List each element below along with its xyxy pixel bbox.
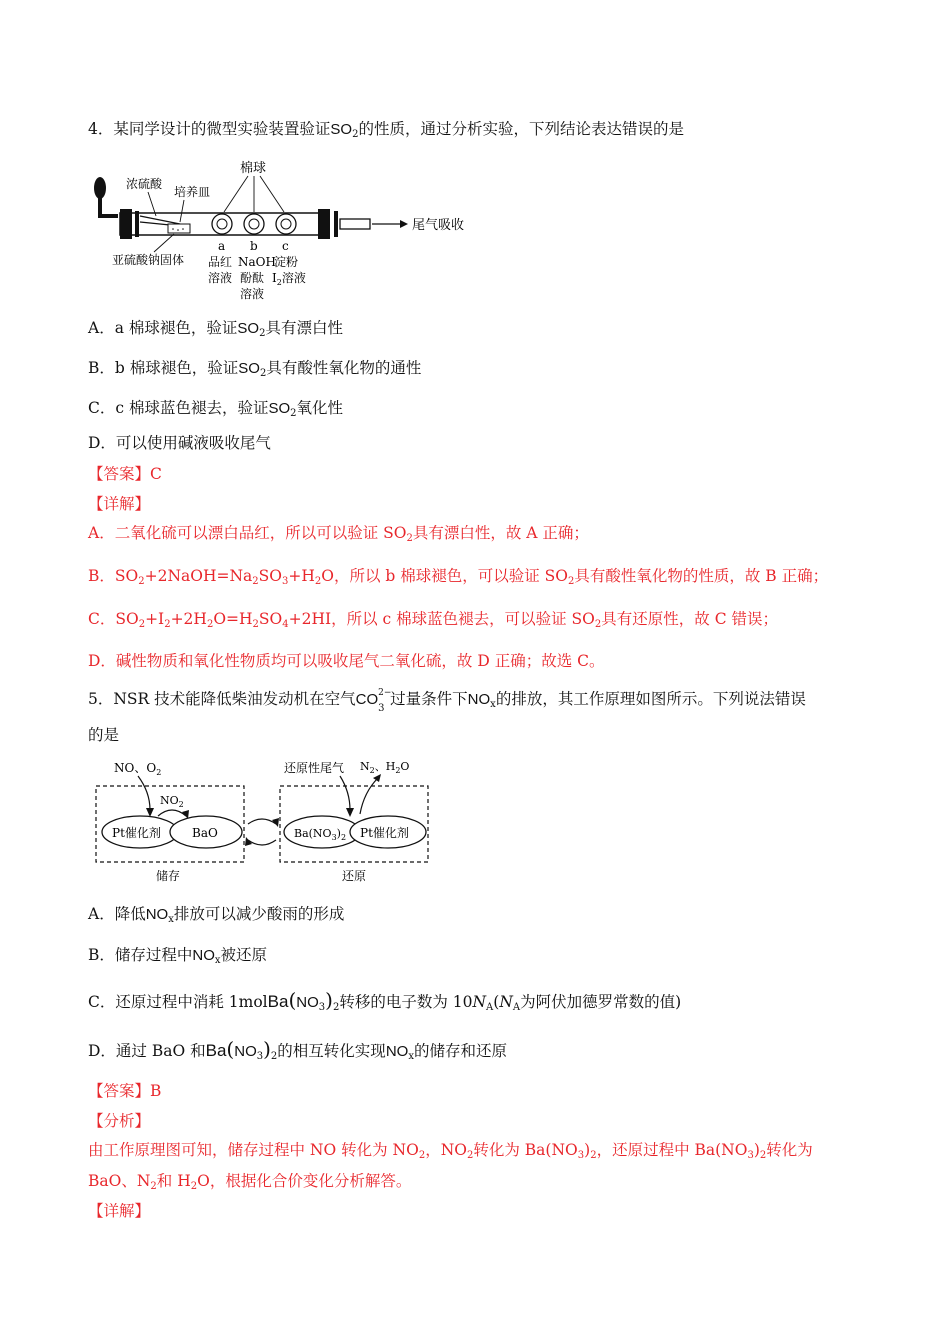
- label-c: c: [282, 239, 289, 253]
- q5-option-b: B．储存过程中$NO_x$被还原: [88, 946, 268, 966]
- label-cotton: 棉球: [240, 161, 267, 176]
- q5-stem-end: 的是: [88, 726, 120, 744]
- label-b2: 酚酞: [240, 271, 265, 285]
- label-b1: NaOH: [238, 255, 276, 269]
- label-reducing-gas: 还原性尾气: [284, 761, 345, 775]
- label-a2: 溶液: [208, 271, 233, 285]
- cotton-ball-c: [276, 214, 296, 234]
- q4-apparatus-figure: [88, 158, 488, 306]
- q5-option-a: A．降低$NO_x$排放可以减少酸雨的形成: [88, 905, 345, 925]
- label-no2: $NO_2$: [160, 794, 184, 809]
- label-ba-nitrate: $Ba(NO_3)_2$: [294, 827, 347, 842]
- label-c2: $I_2$溶液: [272, 271, 306, 287]
- q4-detail-heading: 【详解】: [88, 495, 151, 513]
- q5-option-d: D．通过 BaO 和$Ba(NO_3)_2$的相互转化实现$NO_x$的储存和还原: [88, 1037, 507, 1062]
- q5-detail-heading: 【详解】: [88, 1202, 151, 1220]
- q5-option-c: C．还原过程中消耗 $1molBa(NO_3)_2$转移的电子数为 $10N_A(N_A$为阿伏加德罗常数的值): [88, 988, 682, 1013]
- label-restore: 还原: [342, 869, 367, 883]
- q5-nsr-figure: [88, 754, 433, 886]
- label-acid: 浓硫酸: [126, 177, 163, 191]
- q5-analysis-heading: 【分析】: [88, 1112, 151, 1130]
- q4-answer: 【答案】C: [88, 465, 162, 483]
- label-solid: 亚硫酸钠固体: [112, 253, 185, 267]
- q5-stem: 5．NSR 技术能降低柴油发动机在空气CO 2− 3 过量条件下$NO_x$的排放，其工作原理如图所示。下列说法错误: [88, 688, 806, 714]
- q4-option-d: D．可以使用碱液吸收尾气: [88, 434, 271, 452]
- q4-explain-d: D．碱性物质和氧化性物质均可以吸收尾气二氧化硫，故 D 正确；故选 C。: [88, 652, 605, 670]
- label-dish: 培养皿: [174, 185, 211, 199]
- rubber-bulb: [94, 177, 106, 199]
- q4-stem: 4．某同学设计的微型实验装置验证$SO_2$的性质，通过分析实验，下列结论表达错误的是: [88, 120, 684, 140]
- q5-answer: 【答案】B: [88, 1082, 162, 1100]
- label-out-gas: $N_2$、$H_2O$: [360, 760, 410, 775]
- q4-explain-b: B．$SO_2+2NaOH=Na_2SO_3+H_2O$，所以 b 棉球褪色，可以验证 $SO_2$具有酸性氧化物的性质，故 B 正确；: [88, 567, 829, 587]
- label-a1: 品红: [208, 255, 233, 269]
- q4-explain-a: A．二氧化硫可以漂白品红，所以可以验证 $SO_2$具有漂白性，故 A 正确；: [88, 524, 589, 544]
- q5-analysis-line1: 由工作原理图可知，储存过程中 NO 转化为 $NO_2$，$NO_2$转化为 $Ba(NO_3)_2$，还原过程中 $Ba(NO_3)_2$转化为: [88, 1141, 813, 1161]
- label-a: a: [218, 239, 226, 253]
- label-tail: 尾气吸收: [412, 218, 465, 233]
- q4-explain-c: C．$SO_2+I_2+2H_2O=H_2SO_4+2HI$，所以 c 棉球蓝色褪去，可以验证 $SO_2$具有还原性，故 C 错误；: [88, 610, 778, 630]
- q5-analysis-line2: BaO、$N_2$和 $H_2O$，根据化合价变化分析解答。: [88, 1172, 412, 1192]
- label-c1: 淀粉: [274, 255, 299, 269]
- q4-option-a: A．a 棉球褪色，验证$SO_2$具有漂白性: [88, 319, 343, 339]
- cotton-ball-b: [244, 214, 264, 234]
- q4-option-b: B．b 棉球褪色，验证$SO_2$具有酸性氧化物的通性: [88, 359, 422, 379]
- q4-option-c: C．c 棉球蓝色褪去，验证$SO_2$氧化性: [88, 399, 344, 419]
- culture-dish: [168, 224, 190, 233]
- label-pt-store: Pt催化剂: [112, 826, 161, 840]
- label-store: 储存: [156, 869, 181, 883]
- label-in-gas: NO、$O_2$: [114, 761, 162, 777]
- label-pt-reduce: Pt催化剂: [360, 826, 409, 840]
- label-bao: BaO: [192, 826, 218, 840]
- label-b: b: [250, 239, 258, 253]
- cotton-ball-a: [212, 214, 232, 234]
- label-b3: 溶液: [240, 287, 265, 301]
